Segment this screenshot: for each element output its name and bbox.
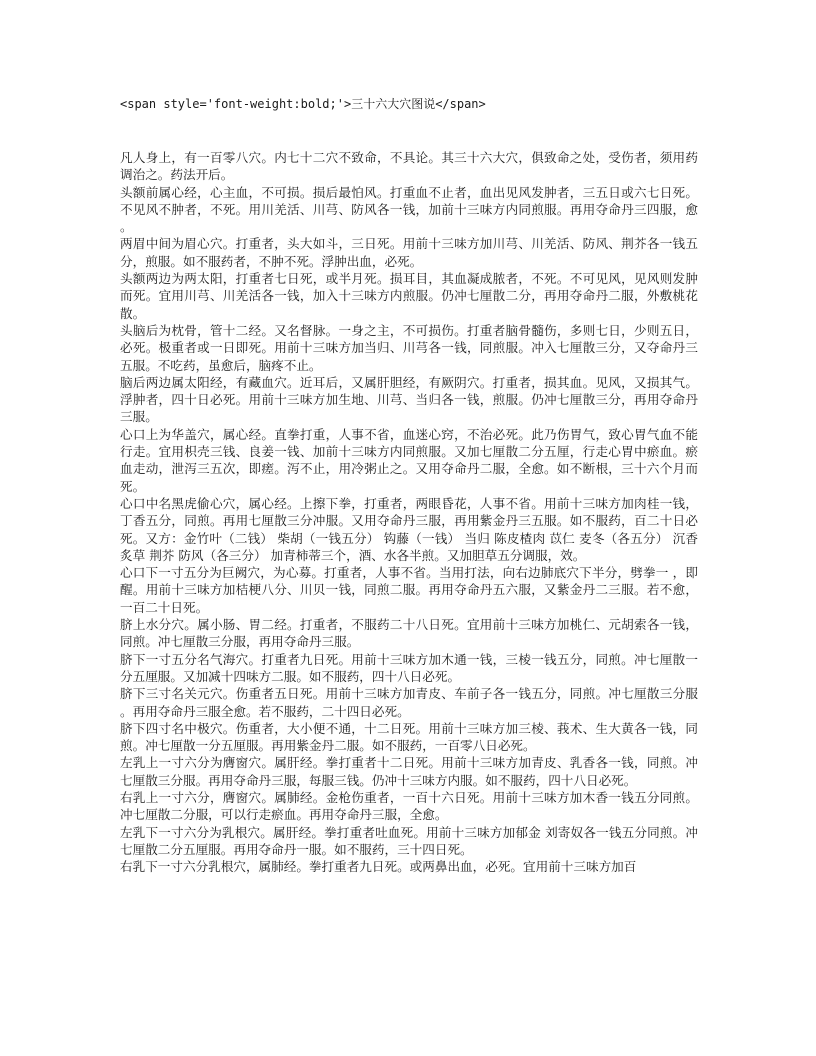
document-body: [120, 149, 698, 875]
paragraph-left-rugen: 左乳下一寸六分为乳根穴。属肝经。拳打重者吐血死。用前十三味方加郁金 刘寄奴各一钱五分同煎。冲七厘散二分五厘服。再用夺命丹一服。如不服药，三十四日死。: [120, 824, 698, 857]
paragraph-right-yingchuang: 右乳上一寸六分，膺窗穴。属肺经。金枪伤重者，一百十六日死。用前十三味方加木香一钱五分同煎。冲七厘散二分服，可以行走瘀血。再用夺命丹三服，全愈。: [120, 789, 698, 823]
paragraph-behind-head: 脑后两边属太阳经，有藏血穴。近耳后，又属肝胆经，有厥阴穴。打重者，损其血。见风，又损其气。浮肿者，四十日必死。用前十三味方加生地、川芎、当归各一钱，煎服。仍冲七厘散三分，再用夺命丹三服。: [120, 374, 698, 425]
paragraph-brow-center: 两眉中间为眉心穴。打重者，头大如斗，三日死。用前十三味方加川芎、川羌活、防风、荆芥各一钱五分，煎服。如不服药者，不肿不死。浮肿出血，必死。: [120, 236, 698, 269]
page-heading: <span style='font-weight:bold;'>三十六大穴图说</span>: [120, 97, 486, 111]
paragraph-intro: 凡人身上，有一百零八穴。内七十二穴不致命，不具论。其三十六大穴，俱致命之处，受伤者，须用药调治之。药法开后。: [120, 150, 698, 183]
paragraph-occiput: 头脑后为枕骨，管十二经。又名督脉。一身之主，不可损伤。打重者脑骨髓伤，多则七日，少则五日，必死。极重者或一日即死。用前十三味方加当归、川芎各一钱，同煎服。冲入七厘散三分，又夺命丹三五服。不吃药，虽愈后，脑疼不止。: [120, 322, 698, 373]
document-page: [120, 96, 698, 875]
paragraph-temples: 头额两边为两太阳，打重者七日死，或半月死。损耳目，其血凝成脓者，不死。不可见风，见风则发肿而死。宜用川芎、川羌活各一钱，加入十三味方内煎服。仍冲七厘散二分，再用夺命丹二服，外敷桃花散。: [120, 271, 698, 321]
paragraph-juque: 心口下一寸五分为巨阙穴，为心募。打重者，人事不省。当用打法，向右边肺底穴下半分，劈拳一 ，即醒。用前十三味方加桔梗八分、川贝一钱，同煎二服。再用夺命丹五六服，又紫金丹二三服。若不愈，一百二十日死。: [120, 565, 698, 615]
paragraph-shuifen: 脐上水分穴。属小肠、胃二经。打重者，不服药二十八日死。宜用前十三味方加桃仁、元胡索各一钱，同煎。冲七厘散三分服，再用夺命丹三服。: [120, 617, 698, 650]
paragraph-zhongji: 脐下四寸名中极穴。伤重者，大小便不通，十二日死。用前十三味方加三棱、莪术、生大黄各一钱，同煎。冲七厘散一分五厘服。再用紫金丹二服。如不服药，一百零八日必死。: [120, 720, 698, 754]
paragraph-heihu-touxin: 心口中名黑虎偷心穴，属心经。上擦下拳，打重者，两眼昏花，人事不省。用前十三味方加肉桂一钱，丁香五分，同煎。再用七厘散三分冲服。又用夺命丹三服，再用紫金丹三五服。如不服药，百二十日必死。又方：金竹叶（二钱） 柴胡（一钱五分） 钩藤（一钱） 当归 陈皮楂肉 苡仁 麦冬（各五分） 沉香 炙草 荆芥 防风（各三分） 加青柿蒂三个，酒、水各半煎。又加胆草五分调服，效。: [120, 495, 698, 563]
paragraph-qihai: 脐下一寸五分名气海穴。打重者九日死。用前十三味方加木通一钱，三棱一钱五分，同煎。冲七厘散一分五厘服。又加减十四味方二服。如不服药，四十八日必死。: [120, 651, 698, 684]
paragraph-huagai: 心口上为华盖穴，属心经。直拳打重，人事不省，血迷心窍，不治必死。此乃伤胃气，致心胃气血不能行走。宜用枳壳三钱、良姜一钱、加前十三味方内同煎服。又加七厘散二分五厘，行走心胃中瘀血。瘀血走动，泄泻三五次，即瘥。泻不止，用冷粥止之。又用夺命丹二服，全愈。如不断根，三十六个月而死。: [120, 426, 698, 494]
paragraph-guanyuan: 脐下三寸名关元穴。伤重者五日死。用前十三味方加青皮、车前子各一钱五分，同煎。冲七厘散三分服。再用夺命丹三服全愈。若不服药，二十四日必死。: [120, 686, 698, 719]
paragraph-right-rugen: 右乳下一寸六分乳根穴，属肺经。拳打重者九日死。或两鼻出血，必死。宜用前十三味方加百: [120, 859, 637, 875]
paragraph-left-yingchuang: 左乳上一寸六分为膺窗穴。属肝经。拳打重者十二日死。用前十三味方加青皮、乳香各一钱，同煎。冲七厘散三分服。再用夺命丹三服，每服三钱。仍冲十三味方内服。如不服药，四十八日必死。: [120, 755, 698, 788]
paragraph-forehead: 头额前属心经，心主血，不可损。损后最怕风。打重血不止者，血出见风发肿者，三五日或六七日死。不见风不肿者，不死。用川羌活、川芎、防风各一钱，加前十三味方内同煎服。再用夺命丹三四服，愈。: [120, 184, 698, 235]
